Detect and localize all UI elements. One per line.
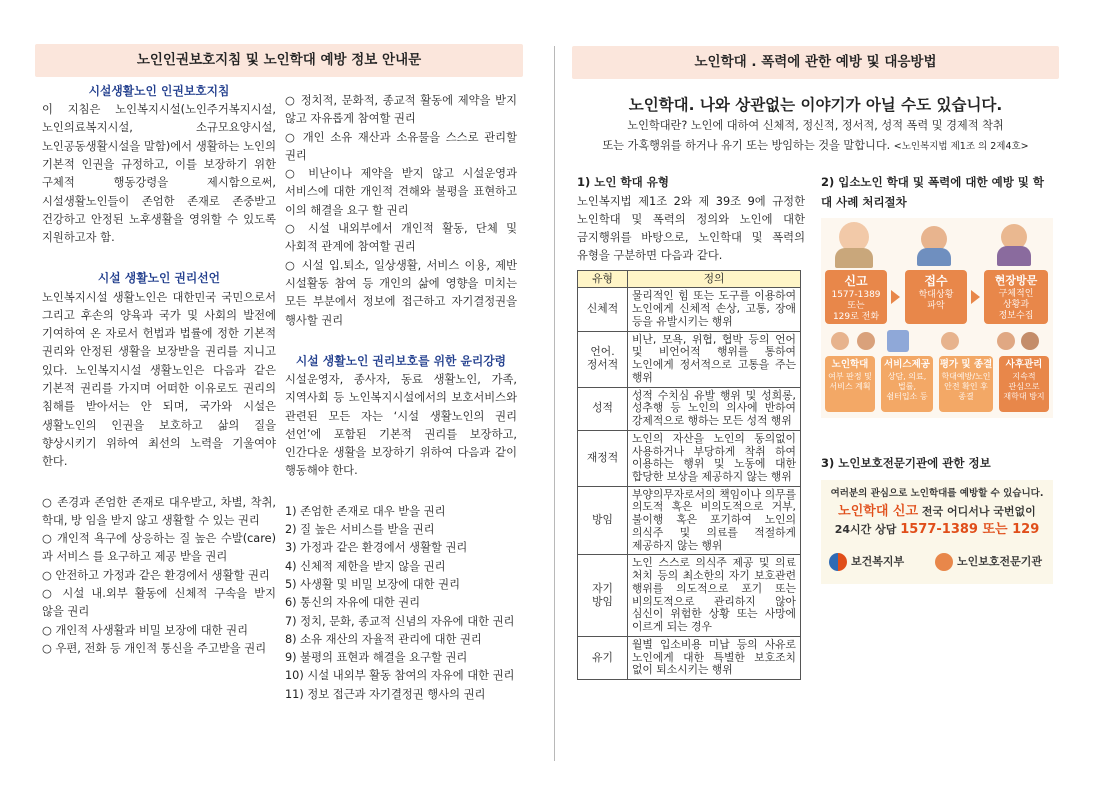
table-row bbox=[578, 430, 801, 486]
abuse-definition: 노인 스스로 의식주 제공 및 의료 처치 등의 최소한의 자기 보호관련 행위를 의도적으로 포기 또는 비의도적으로 관리하지 않아 심신이 위험한 상황 또는 사망에 이르게 되는 경우 bbox=[628, 555, 801, 636]
intro-line-2 bbox=[572, 136, 1059, 156]
step-desc: 상담, 의료, 법률, 쉼터입소 등 bbox=[886, 372, 928, 401]
rights-list-right bbox=[285, 92, 517, 330]
ethics-list bbox=[285, 503, 517, 704]
step-intake bbox=[905, 270, 967, 324]
intro-line-1: 노인학대란? 노인에 대하여 신체적, 정신적, 정서적, 성적 폭력 및 경제적 착취 bbox=[627, 119, 1004, 132]
abuse-definition: 노인의 자산을 노인의 동의없이 사용하거나 부당하게 착취 하여 이용하는 행위 및 노동에 대한 합당한 보상을 제공하지 않는 행위 bbox=[628, 430, 801, 486]
list-item: ○ 존경과 존엄한 존재로 대우받고, 차별, 착취, 학대, 방 임을 받지 않고 생활할 수 있는 권리 bbox=[42, 495, 276, 527]
list-item: ○ 개인적 욕구에 상응하는 질 높은 수발(care)과 서비스 를 요구하고 제공 받을 권리 bbox=[42, 532, 276, 564]
ethics-text: 시설운영자, 종사자, 동료 생활노인, 가족, 지역사회 등 노인복지시설에서의 보호서비스와 관련된 모든 자는 ‘시설 생활노인의 권리 선언’에 포함된 기본적 권리를 보장하고, 인간다운 생활을 보장하기 위하여 다음과 같이 행동해야 한다. bbox=[285, 372, 517, 478]
abuse-definition: 물리적인 힘 또는 도구를 이용하여 노인에게 신체적 손상, 고통, 장애 등을 유발시키는 행위 bbox=[628, 288, 801, 331]
abuse-type: 재정적 bbox=[578, 430, 628, 486]
notice-line-3 bbox=[821, 519, 1053, 540]
abuse-type-table bbox=[577, 270, 801, 680]
abuse-definition: 성적 수치심 유발 행위 및 성희롱, 성추행 등 노인의 의사에 반하여 강제적으로 행하는 모든 성적 행위 bbox=[628, 387, 801, 430]
list-item: 11) 정보 접근과 자기결정권 행사의 권리 bbox=[285, 687, 486, 701]
notice-report-highlight: 노인학대 신고 bbox=[838, 503, 919, 519]
step-title: 서비스제공 bbox=[884, 359, 930, 371]
section1-text: 노인복지법 제1조 2와 제 39조 9에 규정한 노인학대 및 폭력의 정의와 노인에 대한 금지행위를 바탕으로, 노인학대 및 폭력의 유형을 구분하면 다음과 같다. bbox=[577, 194, 805, 263]
list-item: ○ 안전하고 가정과 같은 환경에서 생활할 권리 bbox=[42, 568, 270, 582]
table-row bbox=[578, 387, 801, 430]
list-item: 5) 사생활 및 비밀 보장에 대한 권리 bbox=[285, 577, 461, 591]
person-icon bbox=[1021, 332, 1039, 350]
agency-logo bbox=[935, 553, 1042, 571]
guideline-text: 이 지침은 노인복지시설(노인주거복지시설, 노인의료복지시설, 소규모요양시설, 노인공동생활시설을 말함)에서 생활하는 노인의 기본적 인권을 규정하고, 이를 보장하기 위한 구체적 행동강령을 제시함으로써, 시설생활노인들이 존엄한 존재로 존중받고 건강하고 안정된 노후생활을 영위할 수 있도록 지원하고자 함. bbox=[42, 103, 276, 245]
table-row bbox=[578, 331, 801, 387]
table-row bbox=[578, 486, 801, 555]
step-title: 평가 및 종결 bbox=[939, 359, 993, 371]
abuse-definition: 부양의무자로서의 책임이나 의무를 의도적 혹은 비의도적으로 거부, 불이행 혹은 포기하여 노인의 의식주 및 의료를 적절하게 제공하지 않는 행위 bbox=[628, 486, 801, 555]
notice-line-3-text: 24시간 상담 bbox=[834, 522, 897, 536]
right-banner: 노인학대 . 폭력에 관한 예방 및 대응방법 bbox=[572, 46, 1059, 79]
procedure-illustration bbox=[821, 218, 1053, 418]
step-followup bbox=[999, 356, 1049, 412]
agency-name: 노인보호전문기관 bbox=[957, 554, 1043, 568]
step-title: 노인학대 bbox=[831, 359, 869, 371]
list-item: ○ 비난이나 제약을 받지 않고 시설운영과 서비스에 대한 개인적 견해와 불평을 표현하고 이의 해결을 요구 할 권리 bbox=[285, 167, 517, 217]
agency-logo-icon bbox=[935, 553, 953, 571]
list-item: ○ 개인 소유 재산과 소유물을 스스로 관리할 권리 bbox=[285, 130, 517, 162]
list-item: ○ 정치적, 문화적, 종교적 활동에 제약을 받지 않고 자유롭게 참여할 권리 bbox=[285, 94, 517, 126]
declaration-heading: 시설 생활노인 권리선언 bbox=[97, 271, 221, 286]
step-desc: 학대예방/노인 안전 확인 후 종결 bbox=[941, 372, 991, 401]
abuse-intro bbox=[572, 116, 1059, 155]
abuse-type: 언어. 정서적 bbox=[578, 331, 628, 387]
step-service bbox=[881, 356, 933, 412]
step-assessment bbox=[825, 356, 875, 412]
notice-line-2-text: 전국 어디서나 국번없이 bbox=[921, 504, 1036, 518]
step-report bbox=[825, 270, 887, 324]
list-item: 4) 신체적 제한을 받지 않을 권리 bbox=[285, 559, 446, 573]
list-item: 1) 존엄한 존재로 대우 받을 권리 bbox=[285, 504, 446, 518]
intro-line-2-text: 또는 가혹행위를 하거나 유기 또는 방임하는 것을 말합니다. bbox=[602, 138, 891, 152]
arrow-right-icon bbox=[971, 290, 980, 304]
left-column-1 bbox=[42, 82, 276, 658]
step-desc: 1577-1389 또는 129로 전화 bbox=[831, 290, 881, 323]
declaration-text: 노인복지시설 생활노인은 대한민국 국민으로서 그리고 후손의 양육과 국가 및 사회의 발전에 기여하여 온 자로서 헌법과 법률에 정한 기본적 권리와 안정된 생활을 보장받을 권리를 지니고 있다. 노인복지시설 생활노인은 다음과 같은 기본적 권리를 가지며 어떠한 이유로도 권리의 침해를 받아서는 안 되며, 국가와 시설은 생활노인의 인권을 보호하고 삶의 질을 향상시키기 위하여 최선의 노력을 기울여야 한다. bbox=[42, 290, 276, 469]
staff-body-icon bbox=[917, 248, 951, 266]
table-row bbox=[578, 288, 801, 331]
step-title: 신고 bbox=[844, 274, 868, 289]
right-column-1 bbox=[577, 173, 805, 680]
abuse-definition: 비난, 모욕, 위협, 협박 등의 언어 및 비언어적 행위를 통하여 노인에게 정서적으로 고통을 주는 행위 bbox=[628, 331, 801, 387]
abuse-type: 방임 bbox=[578, 486, 628, 555]
rights-list-left bbox=[42, 494, 276, 659]
ethics-heading: 시설 생활노인 권리보호를 위한 윤리강령 bbox=[295, 353, 507, 368]
list-item: ○ 시설 입.퇴소, 일상생활, 서비스 이용, 제반 시설활동 참여 등 개인의 삶에 영향을 미치는 모든 부분에서 정보에 접근하고 자기결정권을 행사할 권리 bbox=[285, 258, 517, 327]
list-item: 10) 시설 내외부 활동 참여의 자유에 대한 권리 bbox=[285, 669, 515, 683]
arrow-right-icon bbox=[891, 290, 900, 304]
hotline-number: 1577-1389 또는 129 bbox=[900, 521, 1040, 537]
step-evaluation bbox=[939, 356, 993, 412]
step-title: 사후관리 bbox=[1005, 359, 1043, 371]
step-title: 현장방문 bbox=[994, 274, 1038, 288]
abuse-type: 신체적 bbox=[578, 288, 628, 331]
left-banner: 노인인권보호지침 및 노인학대 예방 정보 안내문 bbox=[35, 44, 523, 77]
step-desc: 학대상황 파악 bbox=[918, 290, 954, 312]
abuse-type: 유기 bbox=[578, 636, 628, 679]
section1-heading: 1) 노인 학대 유형 bbox=[577, 175, 669, 189]
step-desc: 구체적인 상황과 정보수집 bbox=[998, 289, 1034, 321]
left-column-2 bbox=[285, 92, 517, 704]
table-header-row bbox=[578, 270, 801, 288]
section3-heading: 3) 노인보호전문기관에 관한 정보 bbox=[821, 456, 991, 471]
list-item: 6) 통신의 자유에 대한 권리 bbox=[285, 596, 421, 610]
list-item: 9) 불평의 표현과 해결을 요구할 권리 bbox=[285, 651, 468, 665]
visitor-body-icon bbox=[997, 246, 1031, 266]
list-item: 8) 소유 재산의 자율적 관리에 대한 권리 bbox=[285, 632, 482, 646]
person-icon bbox=[857, 332, 875, 350]
abuse-title: 노인학대. 나와 상관없는 이야기가 아닐 수도 있습니다. bbox=[628, 96, 1003, 114]
list-item: 7) 정치, 문화, 종교적 신념의 자유에 대한 권리 bbox=[285, 614, 515, 628]
notice-line-1: 여러분의 관심으로 노인학대를 예방할 수 있습니다. bbox=[830, 487, 1044, 499]
table-row bbox=[578, 636, 801, 679]
building-icon bbox=[887, 330, 909, 352]
list-item: ○ 시설 내.외부 활동에 신체적 구속을 받지 않을 권리 bbox=[42, 587, 276, 619]
abuse-definition: 월별 입소비용 미납 등의 사유로 노인에게 대한 특별한 보호조치 없이 퇴소시키는 행위 bbox=[628, 636, 801, 679]
abuse-type: 자기 방임 bbox=[578, 555, 628, 636]
step-visit bbox=[984, 270, 1048, 324]
guideline-heading: 시설생활노인 인권보호지침 bbox=[88, 84, 230, 98]
list-item: 3) 가정과 같은 환경에서 생활할 권리 bbox=[285, 541, 468, 555]
list-item: 2) 질 높은 서비스를 받을 권리 bbox=[285, 523, 435, 537]
agency-notice bbox=[821, 480, 1053, 584]
person-body-icon bbox=[835, 248, 873, 268]
table-row bbox=[578, 555, 801, 636]
ministry-logo bbox=[829, 553, 904, 571]
step-desc: 지속적 관심으로 재학대 방지 bbox=[1003, 372, 1045, 401]
list-item: ○ 우편, 전화 등 개인적 통신을 주고받을 권리 bbox=[42, 641, 267, 655]
section2-heading: 2) 입소노인 학대 및 폭력에 대한 예방 및 학대 사례 처리절차 bbox=[821, 175, 1045, 209]
step-title: 접수 bbox=[924, 274, 948, 289]
step-desc: 여부 판정 및 서비스 계획 bbox=[828, 372, 872, 392]
list-item: ○ 개인적 사생활과 비밀 보장에 대한 권리 bbox=[42, 623, 249, 637]
intro-reference: <노인복지법 제1조 의 2제4호> bbox=[893, 140, 1029, 152]
person-icon bbox=[831, 332, 849, 350]
person-icon bbox=[941, 332, 959, 350]
table-header: 정의 bbox=[628, 270, 801, 288]
right-page bbox=[555, 0, 1110, 787]
right-column-2 bbox=[821, 173, 1053, 584]
ministry-logo-icon bbox=[829, 553, 847, 571]
abuse-type: 성적 bbox=[578, 387, 628, 430]
person-icon bbox=[997, 332, 1015, 350]
ministry-name: 보건복지부 bbox=[851, 554, 905, 568]
list-item: ○ 시설 내외부에서 개인적 활동, 단체 및 사회적 관계에 참여할 권리 bbox=[285, 222, 517, 254]
table-header: 유형 bbox=[578, 270, 628, 288]
